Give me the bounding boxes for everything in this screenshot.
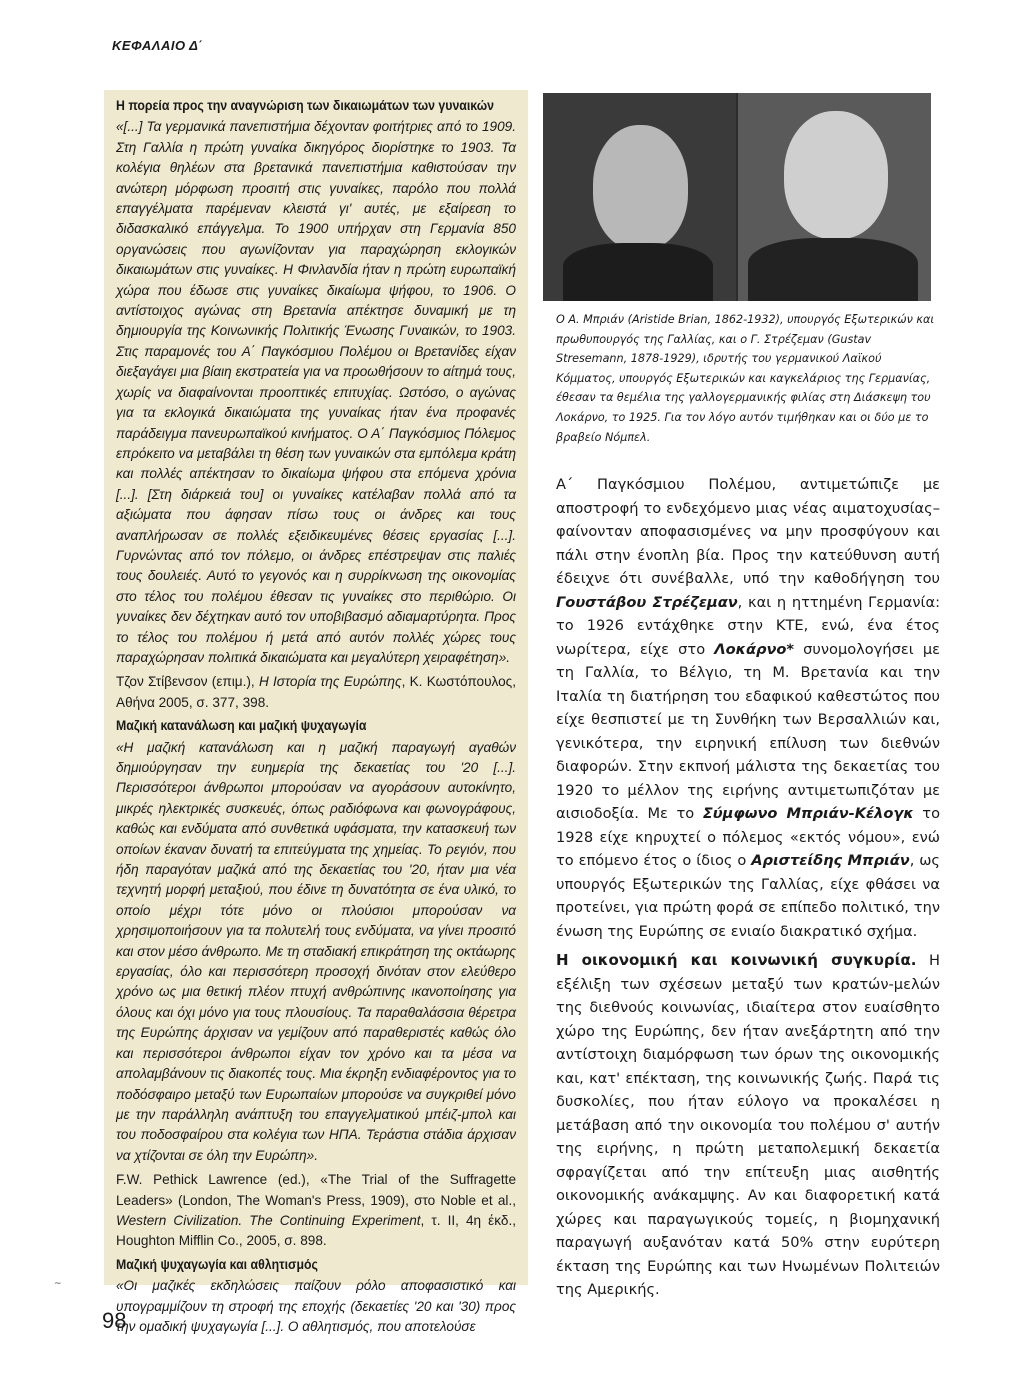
source-text: F.W. Pethick Lawrence (ed.), «The Trial of the Suffragette Leaders» (London, The Woman's Press, 1909), στο Noble et al., xyxy=(116,1172,516,1208)
body-shape xyxy=(563,243,713,301)
sidebar-quote: «Η μαζική κατανάλωση και η μαζική παραγωγή αγαθών δημιούργησαν την ευημερία της δεκαετίας του '20 [...]. Περισσότεροι άνθρωποι μπορούσαν να αγοράσουν αυτοκίνητο, μικρές ηλεκτρικές συσκευές, όπως ραδιόφωνα και φωνογράφους, καθώς και ενδύματα από συνθετικά υφάσματα, την κατασκευή των οποίων έκαναν δυνατή τα επιτεύγματα της χημείας. Το ρεγιόν, που ήδη παραγόταν μαζικά από της δεκαετίας του '20, ήταν μια νέα τεχνητή μορφή μεταξιού, που έδινε τη δυνατότητα σε ένα υλικό, το οποίο μέχρι τότε μόνο οι πλούσιοι μπορούσαν να χρησιμοποιήσουν για τα πολυτελή τους ενδύματα, να γίνει προσιτό και στον μέσο άνθρωπο. Με τη σταδιακή επικράτηση της οκτάωρης εργασίας, όλο και περισσότερη προσοχή δινόταν στον ελεύθερο χρόνο ως μια θετική πλέον πτυχή ανθρώπινης ικανοποίησης για όλους και όχι μόνο για τους πλουσίους. Τα παραθαλάσσια θέρετρα της Ευρώπης άρχισαν να γεμίζουν από παραθεριστές καθώς όλο και περισσότεροι άνθρωποι είχαν τον χρόνο και τα μέσα να απολαμβάνουν τις διακοπές τους. Μια έκρηξη ενδιαφέροντος για το ποδόσφαιρο μεταξύ των Ευρωπαίων μπορούσε να συγκριθεί μόνο με την παράλληλη ανάπτυξη του επαγγελματικού μπέιζ-μπολ και του ποδοσφαίρου στα κολέγια των ΗΠΑ. Τεράστια στάδια άρχισαν να χτίζονται σε όλη την Ευρώπη». xyxy=(116,739,516,1163)
term-briand-kellogg: Σύμφωνο Μπριάν-Κέλογκ xyxy=(702,805,914,822)
source-text: , τ. II, 4η έκδ., Houghton Mifflin Co., 2005, σ. 898. xyxy=(116,1212,516,1249)
text-run: , ως υπουργός Εξωτερικών της Γαλλίας, είχε φθάσει να προτείνει, για πρώτη φορά σε επίπεδο πολιτικό, την ένωση της Ευρώπης σε ενιαίο διακρατικό σχήμα. xyxy=(556,852,940,940)
portrait-photo xyxy=(543,93,931,301)
text-run: συνομολογήσει με τη Γαλλία, το Βέλγιο, τη Μ. Βρετανία και την Ιταλία τη διατήρηση του εδαφικού καθεστώτος που είχε θεσπιστεί με τη Συνθήκη των Βερσαλλιών και, γενικότερα, την ειρηνική επίλυση των διεθνών διαφορών. Στην εκπνοή μάλιστα της δεκαετίας του 1920 το μέλλον της ειρήνης αντιμετωπιζόταν με αισιοδοξία. Με το xyxy=(556,640,940,822)
source-title: Western Civilization. The Continuing Experiment xyxy=(116,1212,421,1228)
chapter-header: ΚΕΦΑΛΑΙΟ Δ΄ xyxy=(112,38,204,53)
face-shape xyxy=(784,111,888,239)
sidebar-source xyxy=(116,672,516,713)
sidebar-heading: Μαζική ψυχαγωγία και αθλητισμός xyxy=(116,1256,318,1272)
sidebar-quote: «[...] Τα γερμανικά πανεπιστήμια δέχονταν φοιτήτριες από το 1909. Στη Γαλλία η πρώτη γυναίκα δικηγόρος διορίστηκε το 1903. Τα κολέγια θηλέων στα βρετανικά πανεπιστήμια καθιστούσαν την ανώτερη μόρφωση προσιτή στις γυναίκες, παρόλο που πολλά επαγγέλματα παρέμεναν κλειστά γι' αυτές, με εξαίρεση το διδασκαλικό επάγγελμα. Το 1900 υπήρχαν στη Γερμανία 850 οργανώσεις που αγωνίζονταν για παραχώρηση εκλογικών δικαιωμάτων στις γυναίκες. Η Φινλανδία ήταν η πρώτη ευρωπαϊκή χώρα που έδωσε στις γυναίκες δικαίωμα ψήφου, το 1906. Ο αντίστοιχος αγώνας στη Βρετανία απέκτησε δυναμική με τη δημιουργία της Κοινωνικής Πολιτικής Ένωσης Γυναικών, το 1903. Στις παραμονές του Α΄ Παγκόσμιου Πολέμου οι Βρετανίδες είχαν διεξαγάγει μια βίαιη εκστρατεία για να προωθήσουν το αίτημά τους, χωρίς να διαφαίνονται προοπτικές επιτυχίας. Ωστόσο, ο αγώνας για τα εκλογικά δικαιώματα της γυναίκας ήταν ένα προφανές παράδειγμα πανευρωπαϊκού κινήματος. Ο Α΄ Παγκόσμιος Πόλεμος επρόκειτο να μεταβάλει τη θέση των γυναικών στα εμπόλεμα κράτη και πολλές απέκτησαν το δικαίωμα ψήφου στα επόμενα χρόνια [...]. [Στη διάρκειά του] οι γυναίκες κατέλαβαν πολλά από τα αξιώματα που άφησαν πίσω τους οι άνδρες και τους αναπλήρωσαν σε πολλές εξειδικευμένες θέσεις εργασίας [...]. Γυρνώντας από τον πόλεμο, οι άνδρες επέστρεψαν στις παλιές τους δουλειές. Αυτό το γεγονός και η συρρίκνωση της οικονομίας στο τέλος του πολέμου έθεσαν τις γυναίκες στο περιθώριο. Οι γυναίκες δεν δέχτηκαν αυτό τον υποβιβασμό αδιαμαρτύρητα. Προς το τέλος του πολέμου ή μετά από αυτόν πολλές χώρες τους παραχώρησαν πολιτικά δικαιώματα και μεγαλύτερη χειραφέτηση». xyxy=(116,119,516,665)
sidebar-source xyxy=(116,1170,516,1252)
face-shape xyxy=(593,125,688,250)
sidebar-heading: Η πορεία προς την αναγνώριση των δικαιωμάτων των γυναικών xyxy=(116,98,495,113)
text-run: , και η ηττημένη Γερμανία: το 1926 εντάχθηκε στην ΚΤΕ, ενώ, ένα έτος νωρίτερα, είχε στο xyxy=(556,593,940,658)
source-text: , Κ. Κωστόπουλος, Αθήνα 2005, σ. 377, 398. xyxy=(116,674,516,710)
main-paragraph xyxy=(556,473,940,943)
source-text: Τζον Στίβενσον (επιμ.), xyxy=(116,674,259,690)
margin-mark: ~ xyxy=(54,1279,62,1289)
term-locarno: Λοκάρνο* xyxy=(714,640,795,658)
source-title: Η Ιστορία της Ευρώπης xyxy=(258,674,402,690)
main-text xyxy=(556,473,940,1302)
body-shape xyxy=(748,238,918,301)
photo-caption: Ο Α. Μπριάν (Aristide Brian, 1862-1932), υπουργός Εξωτερικών και πρωθυπουργός της Γαλλίας, και ο Γ. Στρέζεμαν (Gustav Stresemann, 1878-1929), ιδρυτής του γερμανικού Λαϊκού Κόμματος, υπουργός Εξωτερικών και καγκελάριος της Γερμανίας, έθεσαν τα θεμέλια της γαλλογερμανικής φιλίας στη Διάσκεψη του Λοκάρνο, το 1925. Για τον λόγο αυτόν τιμήθηκαν και οι δύο με το βραβείο Νόμπελ. xyxy=(556,313,935,444)
section-heading: Η οικονομική και κοινωνική συγκυρία. xyxy=(556,951,917,969)
text-run: Α΄ Παγκόσμιου Πολέμου, αντιμετώπιζε με αποστροφή το ενδεχόμενο μιας νέας αιματοχυσίας– φαίνονταν αποφασισμένες να μην προσφύγουν και πάλι στην ένοπλη βία. Προς την κατεύθυνση αυτή έδειχνε ότι συνέβαλλε, υπό την καθοδήγηση του xyxy=(556,476,940,587)
portrait-stresemann xyxy=(738,93,931,301)
term-stresemann: Γουστάβου Στρέζεμαν xyxy=(556,593,738,611)
term-briand: Αριστείδης Μπριάν xyxy=(751,852,910,869)
portrait-briand xyxy=(543,93,736,301)
sidebar-heading: Μαζική κατανάλωση και μαζική ψυχαγωγία xyxy=(116,718,367,734)
main-paragraph xyxy=(556,949,940,1302)
text-run: το 1928 είχε κηρυχτεί ο πόλεμος «εκτός νόμου», ενώ το επόμενο έτος ο ίδιος ο xyxy=(556,805,941,869)
page-number: 98 xyxy=(102,1308,127,1333)
text-run: Η εξέλιξη των σχέσεων μεταξύ των κρατών-μελών της διεθνούς κοινωνίας, ιδιαίτερα στον ευαίσθητο χώρο της Ευρώπης, δεν ήταν ανεξάρτητη από την αντίστοιχη διαμόρφωση των όρων της οικονομικής και, κατ' επέκταση, της κοινωνικής ζωής. Παρά τις δυσκολίες, που ήταν εύλογο να προκαλέσει η μετάβαση από την οικονομία του πολέμου σ' αυτήν της ειρήνης, η πρώτη μεταπολεμική δεκαετία σφραγίζεται από την επίτευξη μιας αισθητής οικονομικής ανάκαμψης. Αν και διαφορετική κατά χώρες και παραγωγικούς τομείς, η βιομηχανική παραγωγή αυξανόταν κατά 50% στην ευρύτερη έκταση της Ευρώπης και των Ηνωμένων Πολιτειών της Αμερικής. xyxy=(556,952,940,1298)
sidebar-quote: «Οι μαζικές εκδηλώσεις παίζουν ρόλο αποφασιστικό και υπογραμμίζουν τη στροφή της εποχής (δεκαετίες '20 και '30) προς την ομαδική ψυχαγωγία [...]. Ο αθλητισμός, που αποτελούσε xyxy=(116,1278,516,1334)
source-sidebar xyxy=(104,90,528,1334)
